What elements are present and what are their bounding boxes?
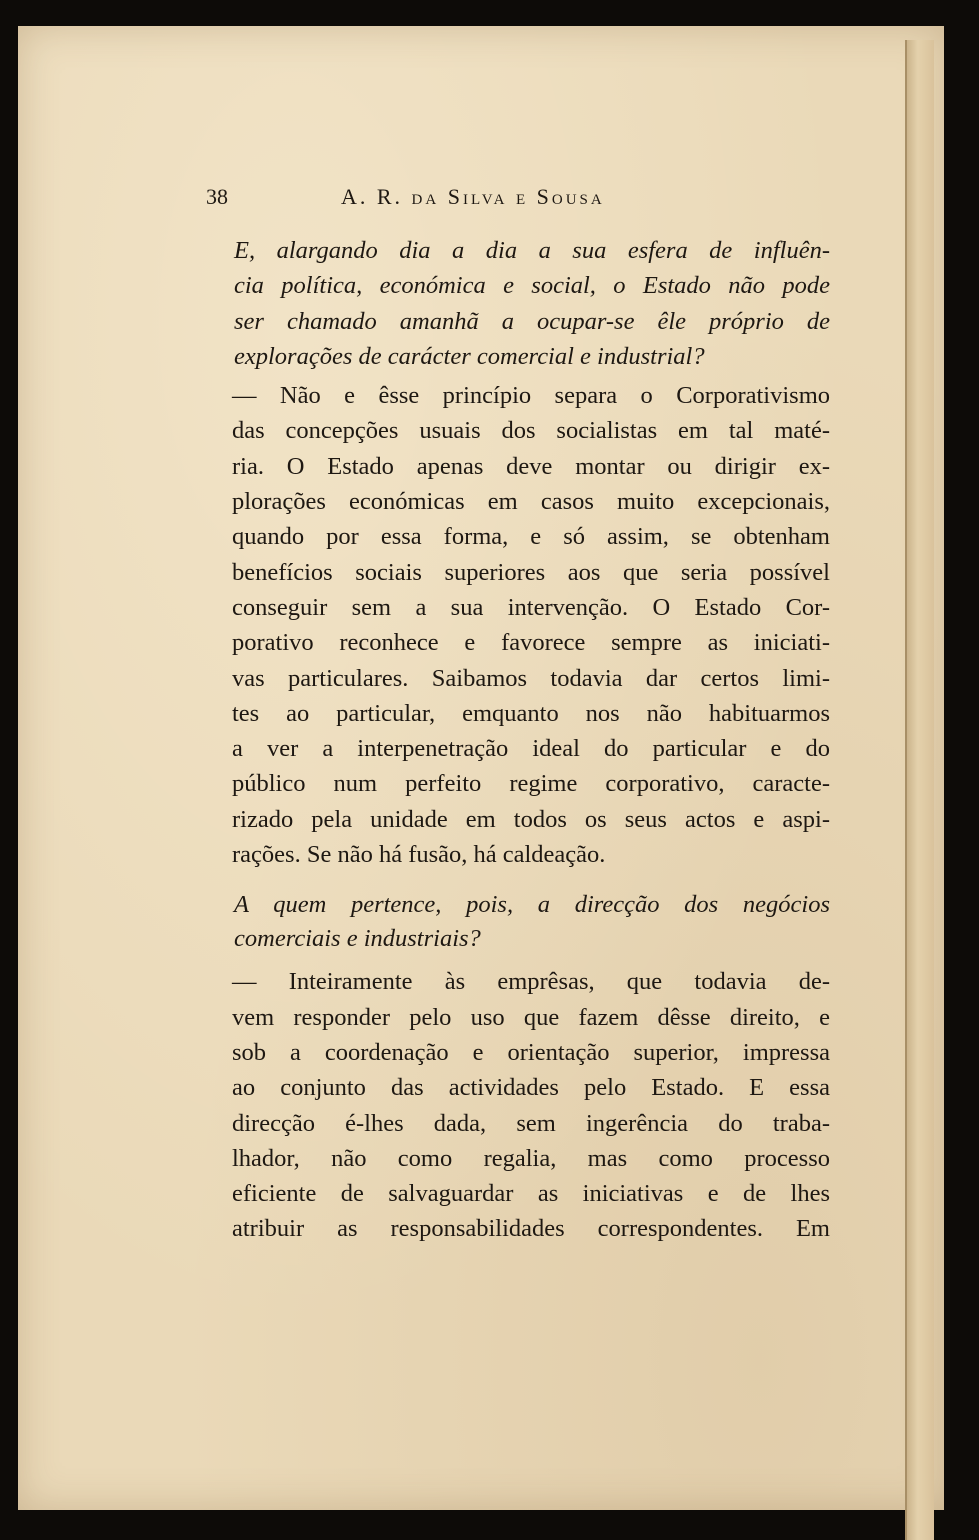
- text-line: eficiente de salvaguardar as iniciativas e de lhes: [232, 1180, 830, 1208]
- text-line: vas particulares. Saibamos todavia dar certos limi-: [232, 664, 830, 692]
- text-line: explorações de carácter comercial e industrial?: [234, 342, 705, 370]
- text-line: quando por essa forma, e só assim, se obtenham: [232, 523, 830, 551]
- text-line: sob a coordenação e orientação superior, impressa: [232, 1038, 830, 1066]
- page-edge: [905, 40, 934, 1540]
- question-paragraph-2: [188, 888, 830, 956]
- text-line: E, alargando dia a dia a sua esfera de influên-: [234, 237, 830, 264]
- answer-paragraph-2: [188, 964, 830, 1246]
- text-line: benefícios sociais superiores aos que seria possível: [232, 558, 830, 586]
- text-line: comerciais e industriais?: [234, 925, 481, 953]
- text-line: atribuir as responsabilidades correspondentes. Em: [232, 1215, 830, 1243]
- text-line: lhador, não como regalia, mas como processo: [232, 1144, 830, 1172]
- text-line: plorações económicas em casos muito excepcionais,: [232, 488, 830, 516]
- text-line: rações. Se não há fusão, há caldeação.: [232, 841, 606, 869]
- text-line: tes ao particular, emquanto nos não habituarmos: [232, 699, 830, 727]
- text-line: cia política, económica e social, o Estado não pode: [234, 272, 830, 300]
- answer-paragraph-1: [188, 378, 830, 872]
- body-text: [188, 233, 830, 1247]
- text-line: vem responder pelo uso que fazem dêsse direito, e: [232, 1003, 830, 1031]
- text-line: ria. O Estado apenas deve montar ou dirigir ex-: [232, 452, 830, 480]
- text-line: a ver a interpenetração ideal do particular e do: [232, 735, 830, 763]
- text-line: das concepções usuais dos socialistas em tal maté-: [232, 417, 830, 445]
- page-number: 38: [206, 184, 228, 209]
- text-line: ao conjunto das actividades pelo Estado. E essa: [232, 1074, 830, 1102]
- running-title: A. R. da Silva e Sousa: [341, 184, 605, 209]
- text-line: porativo reconhece e favorece sempre as iniciati-: [232, 629, 830, 657]
- page-header: [206, 184, 846, 214]
- text-line: ser chamado amanhã a ocupar-se êle próprio de: [234, 307, 830, 335]
- text-line: direcção é-lhes dada, sem ingerência do traba-: [232, 1109, 830, 1137]
- text-line: A quem pertence, pois, a direcção dos negócios: [234, 891, 830, 919]
- question-paragraph-1: [188, 233, 830, 374]
- text-line: público num perfeito regime corporativo, caracte-: [232, 770, 830, 798]
- text-line: — Inteiramente às emprêsas, que todavia de-: [232, 968, 830, 996]
- text-line: conseguir sem a sua intervenção. O Estado Cor-: [232, 593, 830, 621]
- text-line: — Não e êsse princípio separa o Corporativismo: [232, 382, 830, 410]
- text-line: rizado pela unidade em todos os seus actos e aspi-: [232, 805, 830, 833]
